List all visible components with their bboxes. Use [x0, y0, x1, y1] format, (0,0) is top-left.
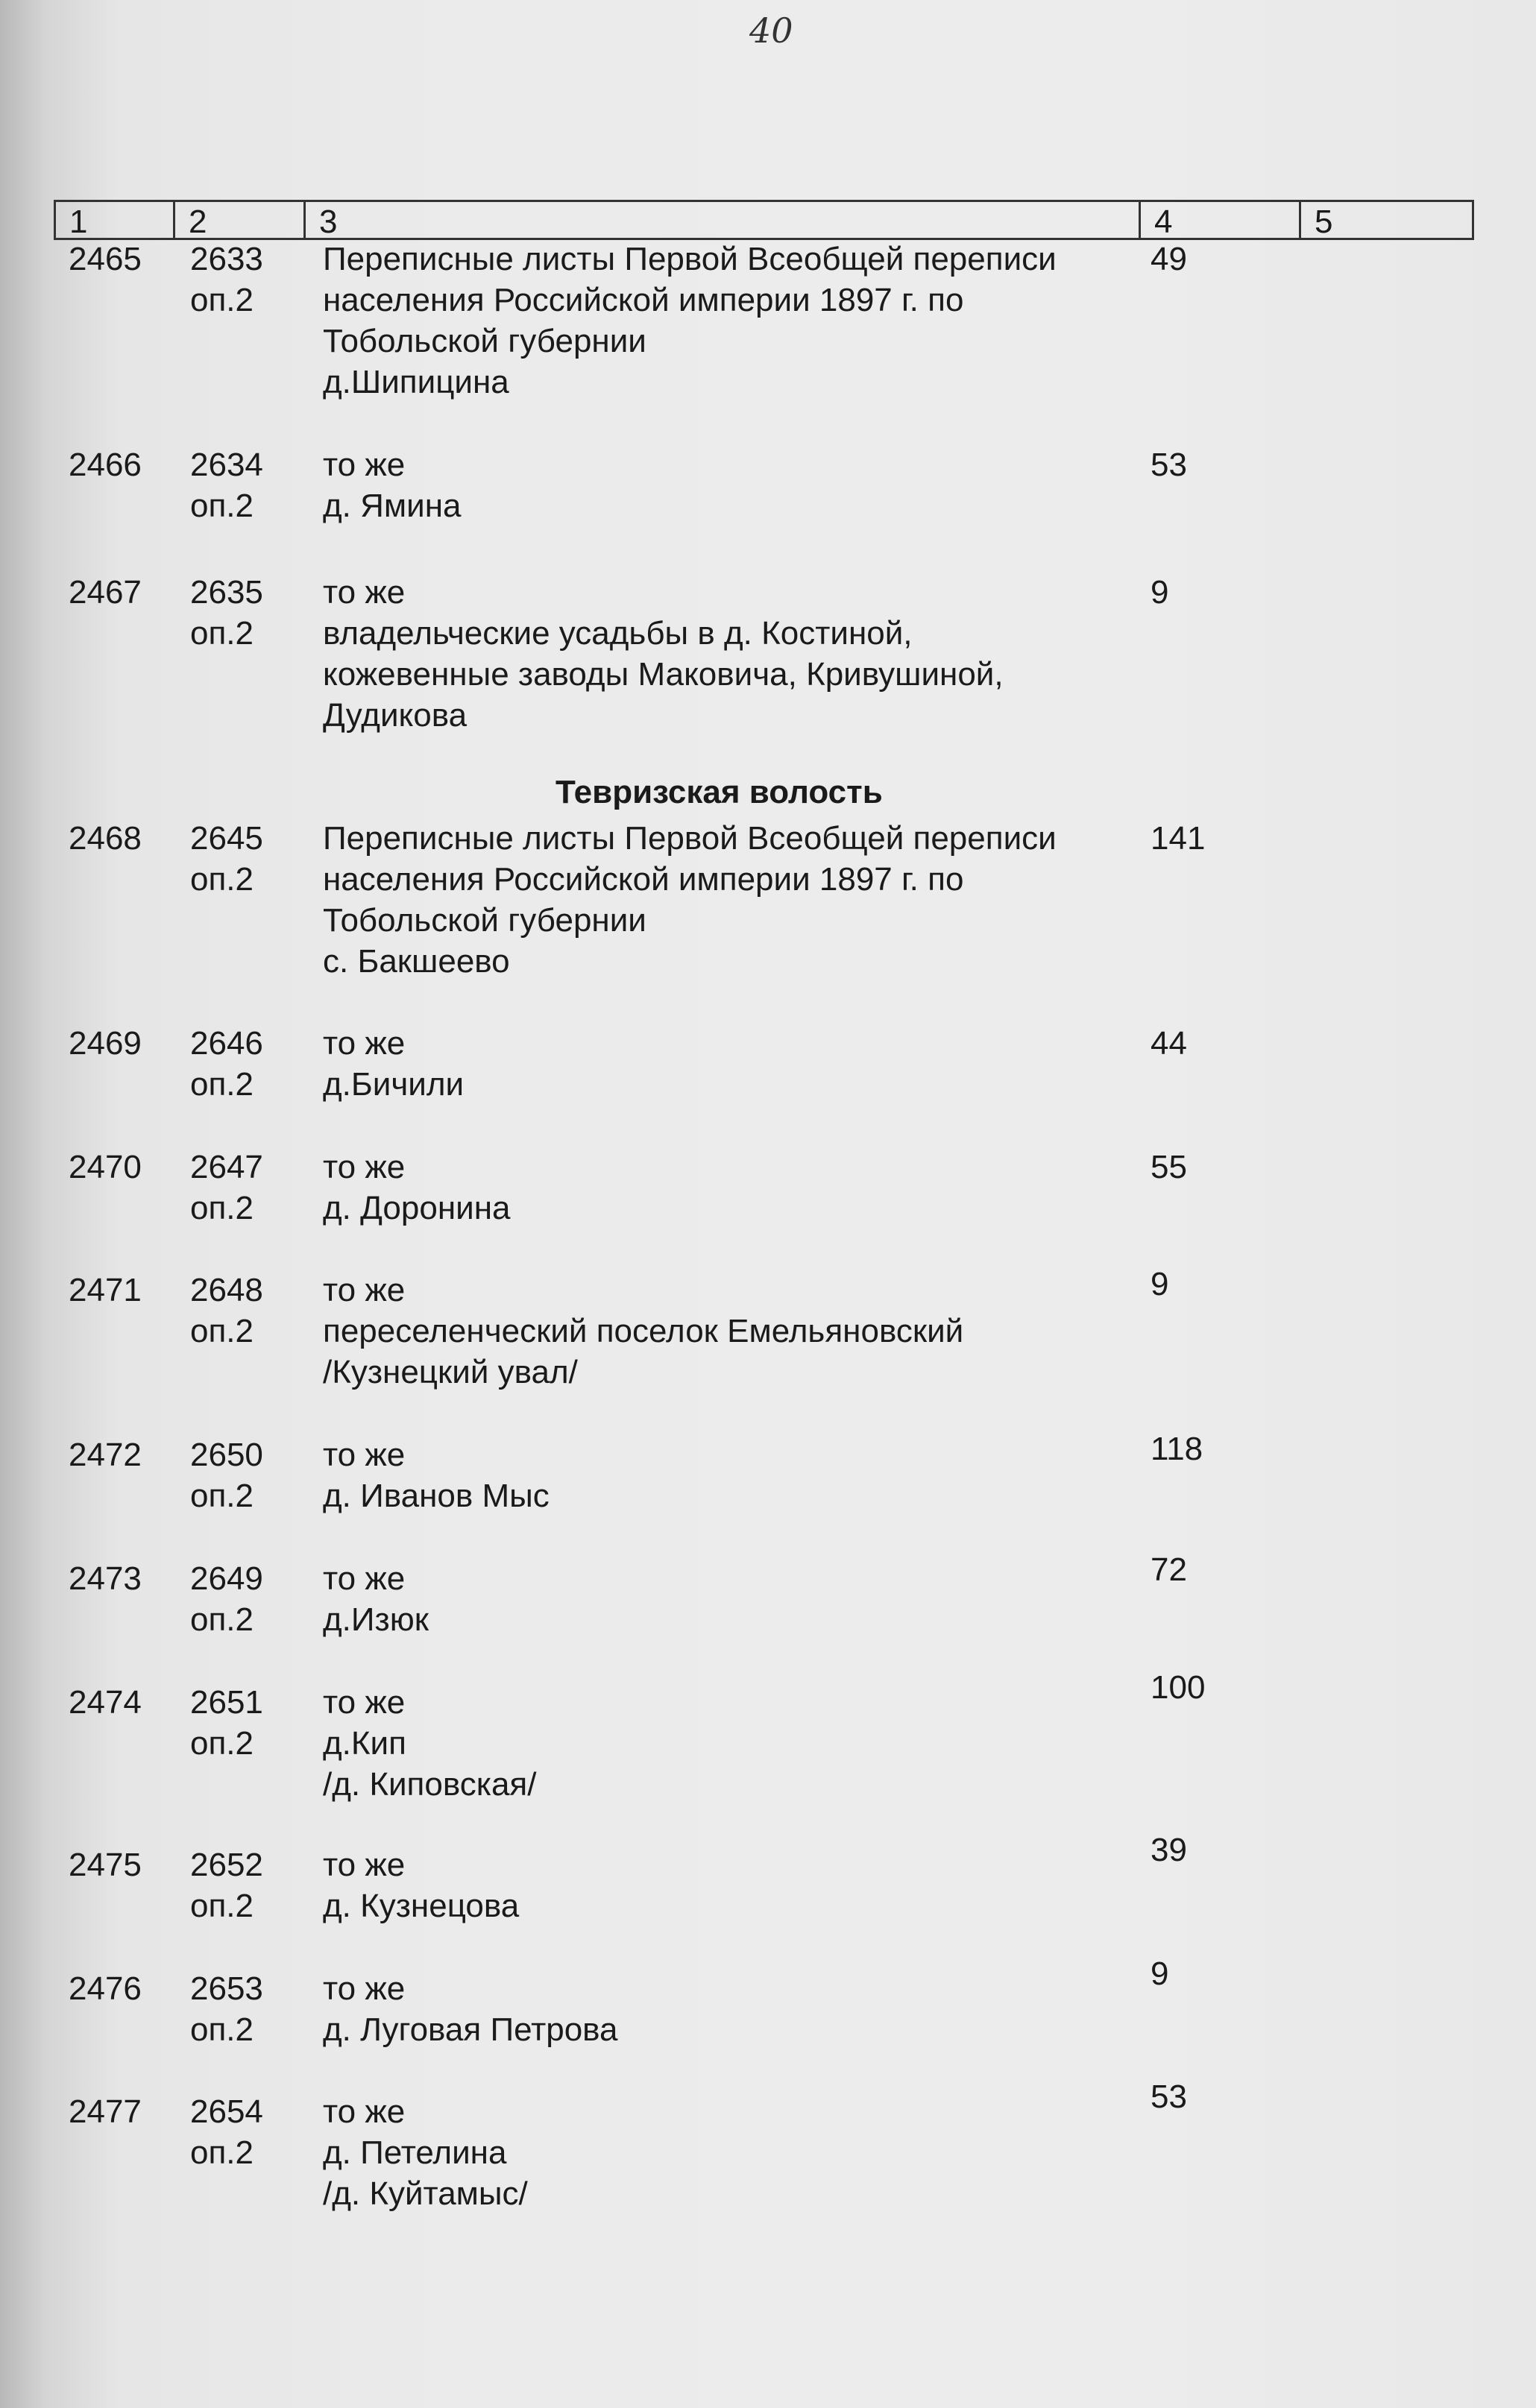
file-number: 2653 — [190, 1970, 263, 2007]
title-line: д. Доронина — [323, 1190, 511, 1226]
table-header — [54, 200, 1474, 240]
sheet-count: 53 — [1151, 447, 1187, 483]
file-number: 2651 — [190, 1684, 263, 1721]
title-line: Тобольской губернии — [323, 902, 646, 939]
inventory-number: оп.2 — [190, 861, 254, 898]
file-reference — [190, 1844, 263, 1926]
file-number: 2646 — [190, 1025, 263, 1062]
title-line: Тобольской губернии — [323, 323, 646, 359]
title-line: д.Кип — [323, 1725, 406, 1762]
sheet-count: 9 — [1151, 1955, 1169, 1992]
inventory-number: оп.2 — [190, 1066, 254, 1103]
inventory-number: оп.2 — [190, 488, 254, 524]
title-line: то же — [323, 2093, 406, 2130]
sheet-count: 141 — [1151, 820, 1206, 857]
file-number: 2650 — [190, 1437, 263, 1473]
title-line: /д. Куйтамыс/ — [323, 2175, 528, 2212]
record-number: 2466 — [69, 447, 142, 483]
file-number: 2635 — [190, 574, 263, 611]
sheet-count: 49 — [1151, 241, 1187, 277]
title-line: то же — [323, 1437, 406, 1473]
header-col-4: 4 — [1141, 202, 1301, 238]
inventory-number: оп.2 — [190, 1190, 254, 1226]
inventory-number: оп.2 — [190, 615, 254, 652]
record-number: 2476 — [69, 1970, 142, 2007]
title-line: то же — [323, 574, 406, 611]
record-title — [323, 239, 1128, 403]
title-line: то же — [323, 1560, 406, 1597]
sheet-count: 9 — [1151, 1266, 1169, 1302]
record-number: 2469 — [69, 1025, 142, 1062]
title-line: то же — [323, 1272, 406, 1308]
section-title: Тевризская волость — [555, 774, 883, 810]
title-line: д.Бичили — [323, 1066, 465, 1103]
inventory-number: оп.2 — [190, 1725, 254, 1762]
title-line: переселенческий поселок Емельяновский — [323, 1313, 964, 1349]
record-number: 2473 — [69, 1560, 142, 1597]
sheet-count: 72 — [1151, 1551, 1187, 1588]
file-number: 2633 — [190, 241, 263, 277]
inventory-number: оп.2 — [190, 1478, 254, 1514]
title-line: то же — [323, 1149, 406, 1185]
inventory-number: оп.2 — [190, 2011, 254, 2048]
inventory-number: оп.2 — [190, 1888, 254, 1924]
title-line: /Кузнецкий увал/ — [323, 1354, 578, 1390]
inventory-number: оп.2 — [190, 1601, 254, 1638]
file-reference — [190, 1434, 263, 1516]
title-line: владельческие усадьбы в д. Костиной, — [323, 615, 913, 652]
file-number: 2645 — [190, 820, 263, 857]
record-number: 2467 — [69, 574, 142, 611]
title-line: то же — [323, 447, 406, 483]
record-number: 2468 — [69, 820, 142, 857]
title-line: населения Российской империи 1897 г. по — [323, 282, 964, 318]
title-line: Переписные листы Первой Всеобщей переписи — [323, 241, 1057, 277]
record-title — [323, 1434, 1128, 1516]
record-title — [323, 818, 1128, 982]
record-title — [323, 1844, 1128, 1926]
file-number: 2647 — [190, 1149, 263, 1185]
record-number: 2472 — [69, 1437, 142, 1473]
page-number: 40 — [749, 10, 793, 51]
file-reference — [190, 572, 263, 654]
title-line: Дудикова — [323, 697, 468, 734]
record-title — [323, 572, 1128, 736]
file-number: 2634 — [190, 447, 263, 483]
title-line: д.Шипицина — [323, 364, 509, 400]
title-line: то же — [323, 1025, 406, 1062]
header-col-2: 2 — [175, 202, 306, 238]
record-number: 2465 — [69, 241, 142, 277]
header-col-3: 3 — [306, 202, 1141, 238]
title-line: д.Изюк — [323, 1601, 429, 1638]
file-reference — [190, 444, 263, 526]
sheet-count: 55 — [1151, 1149, 1187, 1185]
title-line: д. Луговая Петрова — [323, 2011, 618, 2048]
file-reference — [190, 1270, 263, 1352]
title-line: кожевенные заводы Маковича, Кривушиной, — [323, 656, 1004, 693]
record-title — [323, 1968, 1128, 2050]
title-line: д. Ямина — [323, 488, 462, 524]
record-number: 2470 — [69, 1149, 142, 1185]
sheet-count: 100 — [1151, 1669, 1206, 1706]
file-number: 2649 — [190, 1560, 263, 1597]
file-reference — [190, 1558, 263, 1640]
header-col-1: 1 — [56, 202, 175, 238]
record-title — [323, 1023, 1128, 1105]
sheet-count: 44 — [1151, 1025, 1187, 1062]
header-col-5: 5 — [1315, 204, 1333, 240]
title-line: то же — [323, 1847, 406, 1883]
record-title — [323, 1270, 1128, 1393]
record-number: 2471 — [69, 1272, 142, 1308]
file-reference — [190, 2091, 263, 2173]
sheet-count: 53 — [1151, 2078, 1187, 2115]
file-reference — [190, 1968, 263, 2050]
title-line: д. Кузнецова — [323, 1888, 520, 1924]
title-line: населения Российской империи 1897 г. по — [323, 861, 964, 898]
inventory-number: оп.2 — [190, 2134, 254, 2171]
file-reference — [190, 1682, 263, 1764]
title-line: д. Петелина — [323, 2134, 507, 2171]
inventory-number: оп.2 — [190, 1313, 254, 1349]
sheet-count: 9 — [1151, 574, 1169, 611]
record-title — [323, 444, 1128, 526]
title-line: д. Иванов Мыс — [323, 1478, 550, 1514]
file-reference — [190, 1023, 263, 1105]
file-number: 2654 — [190, 2093, 263, 2130]
inventory-number: оп.2 — [190, 282, 254, 318]
title-line: то же — [323, 1684, 406, 1721]
record-title — [323, 1682, 1128, 1805]
record-number: 2475 — [69, 1847, 142, 1883]
file-reference — [190, 1147, 263, 1229]
record-title — [323, 1558, 1128, 1640]
record-number: 2474 — [69, 1684, 142, 1721]
title-line: Переписные листы Первой Всеобщей переписи — [323, 820, 1057, 857]
title-line: то же — [323, 1970, 406, 2007]
file-reference — [190, 818, 263, 900]
file-number: 2648 — [190, 1272, 263, 1308]
record-title — [323, 1147, 1128, 1229]
title-line: /д. Киповская/ — [323, 1766, 537, 1803]
record-title — [323, 2091, 1128, 2214]
sheet-count: 118 — [1151, 1431, 1203, 1467]
sheet-count: 39 — [1151, 1832, 1187, 1868]
record-number: 2477 — [69, 2093, 142, 2130]
file-number: 2652 — [190, 1847, 263, 1883]
file-reference — [190, 239, 263, 321]
title-line: с. Бакшеево — [323, 943, 510, 980]
